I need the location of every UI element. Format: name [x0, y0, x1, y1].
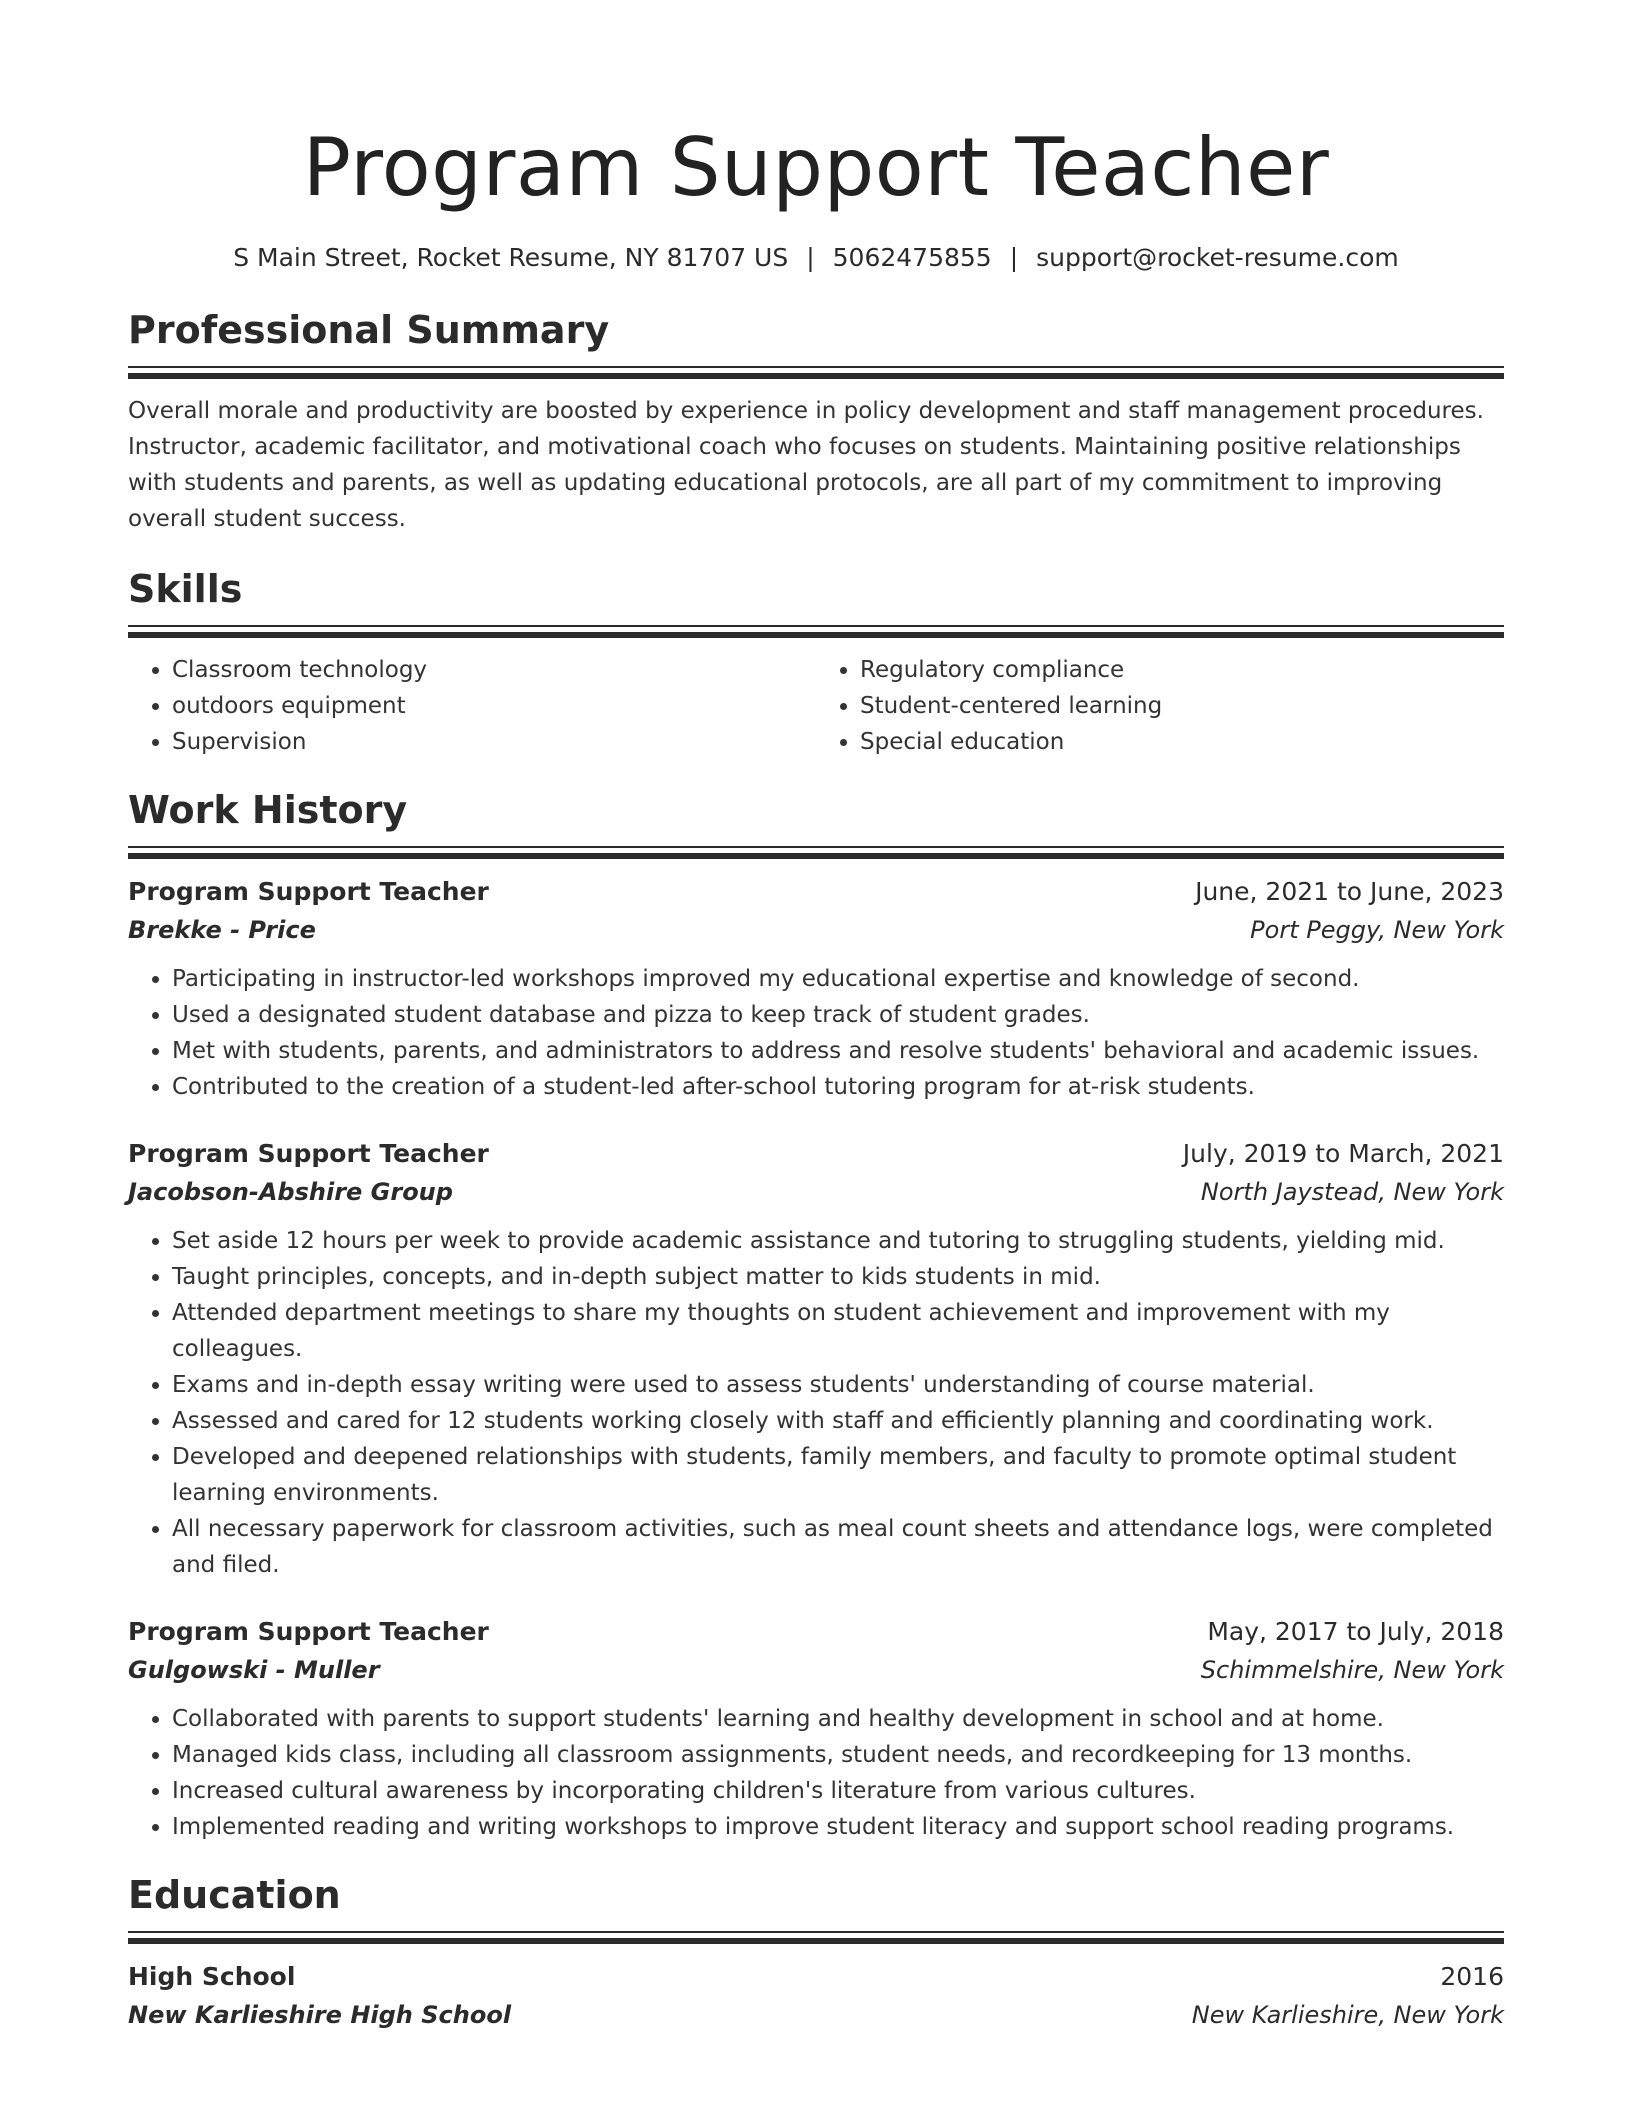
skill-item: • Special education — [860, 724, 1504, 760]
job-bullet: • Developed and deepened relationships with students, family members, and faculty to promote optimal student learning environments. — [172, 1439, 1504, 1511]
skills-section — [128, 565, 1504, 760]
section-divider — [128, 846, 1504, 859]
job-title: Program Support Teacher — [128, 877, 489, 906]
contact-separator: | — [1009, 243, 1019, 272]
section-divider — [128, 625, 1504, 638]
job-company: Jacobson-Abshire Group — [128, 1178, 453, 1206]
job-bullets — [128, 1701, 1504, 1845]
resume-page — [128, 0, 1504, 2034]
job-header — [128, 873, 1504, 911]
education-year: 2016 — [1440, 1962, 1504, 1991]
job-entry — [128, 873, 1504, 1105]
job-bullet: • Exams and in-depth essay writing were used to assess students' understanding of course material. — [172, 1367, 1504, 1403]
job-subheader — [128, 1173, 1504, 1211]
job-dates: July, 2019 to March, 2021 — [1182, 1139, 1504, 1168]
section-divider — [128, 1931, 1504, 1944]
job-bullet: • Increased cultural awareness by incorporating children's literature from various cultures. — [172, 1773, 1504, 1809]
job-dates: June, 2021 to June, 2023 — [1195, 877, 1504, 906]
education-degree: High School — [128, 1962, 296, 1991]
education-school: New Karlieshire High School — [128, 2001, 512, 2029]
job-bullet: • Met with students, parents, and administrators to address and resolve students' behavioral and academic issues. — [172, 1033, 1504, 1069]
job-dates: May, 2017 to July, 2018 — [1207, 1617, 1504, 1646]
job-subheader — [128, 911, 1504, 949]
job-title: Program Support Teacher — [128, 1617, 489, 1646]
education-location: New Karlieshire, New York — [1191, 2001, 1504, 2029]
job-title: Program Support Teacher — [128, 1139, 489, 1168]
section-title-skills: Skills — [128, 567, 243, 611]
skill-item: • Classroom technology — [172, 652, 816, 688]
job-bullet: • Set aside 12 hours per week to provide academic assistance and tutoring to struggling students, yielding mid. — [172, 1223, 1504, 1259]
job-location: Schimmelshire, New York — [1200, 1656, 1504, 1684]
section-title-summary: Professional Summary — [128, 308, 610, 352]
job-header — [128, 1613, 1504, 1651]
contact-line — [128, 240, 1504, 276]
job-bullet: • Collaborated with parents to support students' learning and healthy development in school and at home. — [172, 1701, 1504, 1737]
skills-column-right — [816, 652, 1504, 760]
contact-email: support@rocket-resume.com — [1036, 243, 1399, 272]
job-bullets — [128, 1223, 1504, 1583]
section-title-work: Work History — [128, 788, 408, 832]
education-section — [128, 1871, 1504, 2034]
job-location: North Jaystead, New York — [1200, 1178, 1504, 1206]
job-entry — [128, 1135, 1504, 1583]
skills-column-left — [128, 652, 816, 760]
job-bullet: • Implemented reading and writing workshops to improve student literacy and support school reading programs. — [172, 1809, 1504, 1845]
job-bullets — [128, 961, 1504, 1105]
summary-text: Overall morale and productivity are boosted by experience in policy development and staff management procedures. Instructor, academic facilitator, and motivational coach who focuses on students. Maintaining positive relationships with students and parents, as well as updating educational protocols, are all part of my commitment to improving overall student success. — [128, 398, 1484, 532]
skill-item: • outdoors equipment — [172, 688, 816, 724]
job-bullet: • Assessed and cared for 12 students working closely with staff and efficiently planning and coordinating work. — [172, 1403, 1504, 1439]
job-company: Gulgowski - Muller — [128, 1656, 380, 1684]
job-bullet: • Taught principles, concepts, and in-depth subject matter to kids students in mid. — [172, 1259, 1504, 1295]
education-entry — [128, 1958, 1504, 2034]
job-bullet: • Managed kids class, including all classroom assignments, student needs, and recordkeeping for 13 months. — [172, 1737, 1504, 1773]
job-company: Brekke - Price — [128, 916, 316, 944]
summary-section — [128, 306, 1504, 537]
skill-item: • Regulatory compliance — [860, 652, 1504, 688]
job-entry — [128, 1613, 1504, 1845]
skill-item: • Student-centered learning — [860, 688, 1504, 724]
job-bullet: • Used a designated student database and pizza to keep track of student grades. — [172, 997, 1504, 1033]
job-bullet: • All necessary paperwork for classroom activities, such as meal count sheets and attendance logs, were completed and filed. — [172, 1511, 1504, 1583]
resume-name: Program Support Teacher — [302, 121, 1330, 214]
job-bullet: • Attended department meetings to share my thoughts on student achievement and improvement with my colleagues. — [172, 1295, 1504, 1367]
section-title-education: Education — [128, 1873, 341, 1917]
job-location: Port Peggy, New York — [1250, 916, 1504, 944]
skill-item: • Supervision — [172, 724, 816, 760]
job-header — [128, 1135, 1504, 1173]
contact-address: S Main Street, Rocket Resume, NY 81707 US — [233, 243, 789, 272]
work-section — [128, 786, 1504, 1845]
contact-phone: 5062475855 — [832, 243, 992, 272]
contact-separator: | — [806, 243, 815, 272]
job-subheader — [128, 1651, 1504, 1689]
section-divider — [128, 366, 1504, 379]
skills-list — [128, 652, 1504, 760]
education-subheader — [128, 1996, 1504, 2034]
education-header — [128, 1958, 1504, 1996]
job-bullet: • Participating in instructor-led workshops improved my educational expertise and knowledge of second. — [172, 961, 1504, 997]
job-bullet: • Contributed to the creation of a student-led after-school tutoring program for at-risk students. — [172, 1069, 1504, 1105]
